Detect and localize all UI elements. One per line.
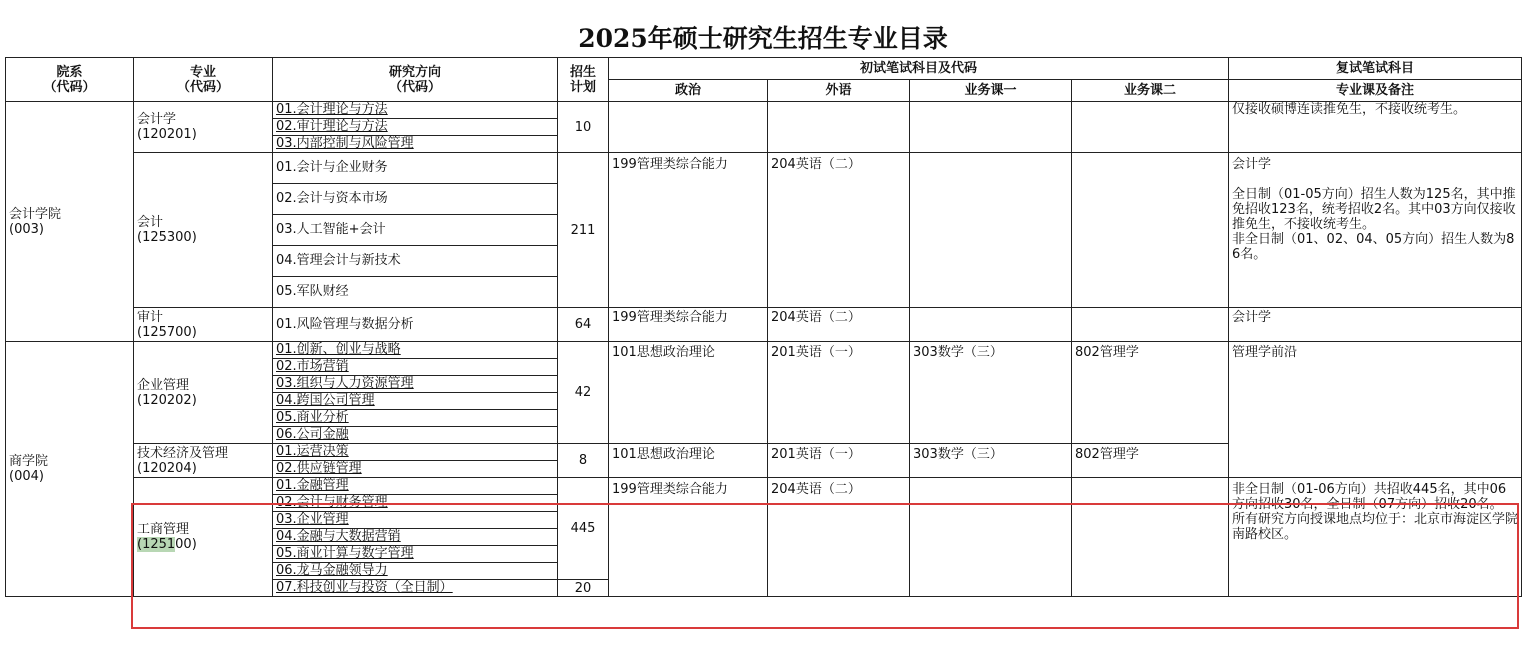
retest-note: 非全日制（01-06方向）共招收445名，其中06方向招收30名，全日制（07方向）招收20名。 所有研究方向授课地点均位于：北京市海淀区学院南路校区。 — [1229, 478, 1522, 597]
direction-item: 04.金融与大数据营销 — [273, 529, 558, 546]
plan-count: 42 — [558, 342, 609, 444]
direction-item: 03.企业管理 — [273, 512, 558, 529]
course1-cell: 303数学（三） — [910, 342, 1072, 444]
plan-count: 8 — [558, 444, 609, 478]
politics-cell: 199管理类综合能力 — [609, 153, 768, 308]
course2-cell: 802管理学 — [1072, 444, 1229, 478]
course2-cell — [1072, 153, 1229, 308]
direction-item: 04.管理会计与新技术 — [273, 246, 558, 277]
direction-item: 01.金融管理 — [273, 478, 558, 495]
header-language: 外语 — [768, 80, 910, 102]
course2-cell — [1072, 478, 1229, 597]
plan-count: 20 — [558, 580, 609, 597]
dept-accounting: 会计学院 (003) — [6, 102, 134, 342]
direction-item: 04.跨国公司管理 — [273, 393, 558, 410]
direction-item: 05.军队财经 — [273, 277, 558, 308]
direction-item: 03.内部控制与风险管理 — [273, 136, 558, 153]
course1-cell — [910, 102, 1072, 153]
politics-cell: 199管理类综合能力 — [609, 478, 768, 597]
header-course2: 业务课二 — [1072, 80, 1229, 102]
direction-item: 02.审计理论与方法 — [273, 119, 558, 136]
language-cell: 204英语（二） — [768, 153, 910, 308]
direction-item: 06.龙马金融领导力 — [273, 563, 558, 580]
politics-cell: 101思想政治理论 — [609, 444, 768, 478]
dept-business: 商学院 (004) — [6, 342, 134, 597]
direction-item: 01.创新、创业与战略 — [273, 342, 558, 359]
politics-cell — [609, 102, 768, 153]
direction-item: 02.供应链管理 — [273, 461, 558, 478]
course2-cell — [1072, 308, 1229, 342]
course2-cell — [1072, 102, 1229, 153]
direction-item: 07.科技创业与投资（全日制） — [273, 580, 558, 597]
header-course1: 业务课一 — [910, 80, 1072, 102]
course1-cell — [910, 308, 1072, 342]
major-accounting: 会计 (125300) — [134, 153, 273, 308]
language-cell: 204英语（二） — [768, 308, 910, 342]
direction-item: 03.人工智能+会计 — [273, 215, 558, 246]
direction-item: 01.会计理论与方法 — [273, 102, 558, 119]
direction-item: 02.市场营销 — [273, 359, 558, 376]
plan-count: 445 — [558, 478, 609, 580]
language-cell: 204英语（二） — [768, 478, 910, 597]
plan-count: 64 — [558, 308, 609, 342]
direction-item: 02.会计与资本市场 — [273, 184, 558, 215]
major-mba: 工商管理 (125100) — [134, 478, 273, 597]
course1-cell — [910, 153, 1072, 308]
direction-item: 01.风险管理与数据分析 — [273, 308, 558, 342]
catalog-table — [5, 57, 1522, 597]
direction-item: 01.会计与企业财务 — [273, 153, 558, 184]
plan-count: 211 — [558, 153, 609, 308]
language-cell: 201英语（一） — [768, 444, 910, 478]
direction-item: 05.商业计算与数字管理 — [273, 546, 558, 563]
highlighted-code: (1251 — [137, 537, 176, 552]
direction-item: 06.公司金融 — [273, 427, 558, 444]
retest-note: 管理学前沿 — [1229, 342, 1522, 478]
header-politics: 政治 — [609, 80, 768, 102]
direction-item: 05.商业分析 — [273, 410, 558, 427]
header-major: 专业 （代码） — [134, 58, 273, 102]
course1-cell: 303数学（三） — [910, 444, 1072, 478]
retest-note: 仅接收硕博连读推免生，不接收统考生。 — [1229, 102, 1522, 153]
major-audit: 审计 (125700) — [134, 308, 273, 342]
direction-item: 01.运营决策 — [273, 444, 558, 461]
plan-count: 10 — [558, 102, 609, 153]
retest-note: 会计学 — [1229, 308, 1522, 342]
course1-cell — [910, 478, 1072, 597]
language-cell — [768, 102, 910, 153]
politics-cell: 101思想政治理论 — [609, 342, 768, 444]
direction-item: 02.会计与财务管理 — [273, 495, 558, 512]
header-initial-exam: 初试笔试科目及代码 — [609, 58, 1229, 80]
header-retest-sub: 专业课及备注 — [1229, 80, 1522, 102]
header-dept: 院系 （代码） — [6, 58, 134, 102]
direction-item: 03.组织与人力资源管理 — [273, 376, 558, 393]
language-cell: 201英语（一） — [768, 342, 910, 444]
header-plan: 招生 计划 — [558, 58, 609, 102]
politics-cell: 199管理类综合能力 — [609, 308, 768, 342]
major-tech-economics: 技术经济及管理 (120204) — [134, 444, 273, 478]
course2-cell: 802管理学 — [1072, 342, 1229, 444]
major-accounting-science: 会计学 (120201) — [134, 102, 273, 153]
retest-note: 会计学 全日制（01-05方向）招生人数为125名，其中推免招收123名，统考招收2名。其中03方向仅接收推免生，不接收统考生。 非全日制（01、02、04、05方向）招生人数为86名。 — [1229, 153, 1522, 308]
major-enterprise-management: 企业管理 (120202) — [134, 342, 273, 444]
header-direction: 研究方向 （代码） — [273, 58, 558, 102]
header-retest: 复试笔试科目 — [1229, 58, 1522, 80]
page-title: 2025年硕士研究生招生专业目录 — [578, 24, 948, 53]
